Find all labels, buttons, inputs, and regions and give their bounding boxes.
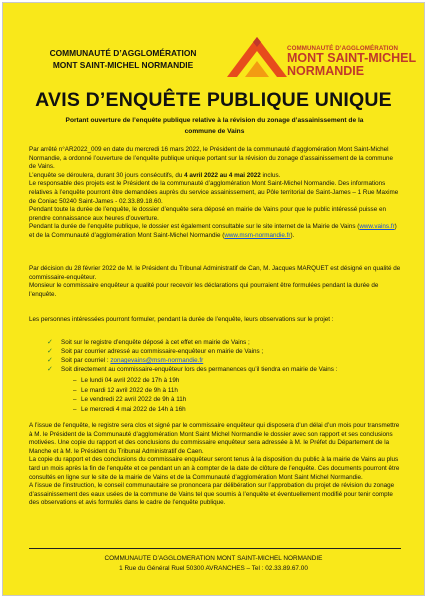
footer <box>3 554 424 574</box>
vains-website-link[interactable]: www.vains.fr <box>359 223 395 231</box>
list-item: ✓ Soit par courrier adressé au commissaire-enquêteur en mairie de Vains ; <box>47 348 264 355</box>
duration-text: L’enquête se déroulera, durant 30 jours consécutifs, du <box>29 171 185 179</box>
logo-roof-icon <box>227 33 287 83</box>
list-item: ✓ Soit par courriel : zonagevains@msm-normandie.fr <box>47 357 204 364</box>
checkmark-icon: ✓ <box>47 366 53 373</box>
responsible-text: Le responsable des projets est le Président de la communauté d’agglomération Mont Saint-Michel Normandie. Des informations relatives à l’enquête pourront être demandées auprès du service assainissement, au Pôle territorial de Saint-James – 1 Rue Maxime de Coniac 50240 Saint-James - 02.33.89.18.60. <box>29 180 399 205</box>
designation-text: Par décision du 28 février 2022 de M. le Président du Tribunal Administratif de Can, M. Jacques MARQUET est désigné en qualité de commissaire-enquêteur. <box>29 265 401 281</box>
subtitle-line2: commune de Vains <box>184 127 245 135</box>
decree-text: Par arrêté n°AR2022_009 en date du mercredi 16 mars 2022, le Président de la communauté d’agglomération Mont Saint-Michel Normandie, a ordonné l’ouverture de l’enquête publique unique portant sur la révision du zonage d’assainissement de la commune de Vains. <box>29 146 394 171</box>
permanence-item: – Le vendredi 22 avril 2022 de 9h à 11h <box>73 396 187 403</box>
footer-divider <box>29 548 401 549</box>
org-name-line2: MONT SAINT-MICHEL NORMANDIE <box>52 60 194 70</box>
duration-dates: 4 avril 2022 au 4 mai 2022 <box>184 171 261 179</box>
notice-page <box>2 2 425 596</box>
paragraph-decree <box>29 146 401 241</box>
online-text-b: ) et de la Communauté d’agglomération Mont Saint-Michel Normandie ( <box>29 223 397 239</box>
checkmark-icon: ✓ <box>47 357 53 364</box>
report-availability-text: La copie du rapport et des conclusions du commissaire enquêteur seront tenus à la disposition du public à la mairie de Vains au plus tard un mois après la fin de l’enquête et ce pendant un an à compter de la date de clôture de l’enquête. Ces documents pourront être consultés en ligne sur le site de la mairie de Vains et de la Communauté d’agglomération Mont Saint Michel Normandie. <box>29 456 400 481</box>
org-name-left <box>23 47 223 71</box>
email-link[interactable]: zonagevains@msm-normandie.fr <box>110 357 204 364</box>
msm-logo <box>227 31 417 83</box>
footer-org: COMMUNAUTE D’AGGLOMERATION MONT SAINT-MICHEL NORMANDIE <box>104 555 323 562</box>
paragraph-commissioner <box>29 265 401 299</box>
paragraph-observations-intro: Les personnes intéressées pourront formuler, pendant la durée de l’enquête, leurs observations sur le projet : <box>29 316 334 323</box>
declarations-text: Monsieur le commissaire enquêteur a qualité pour recevoir les déclarations qui pourraient être formulées pendant la durée de l’enquête. <box>29 282 379 298</box>
online-text-c: ). <box>290 231 295 239</box>
permanence-item: – Le mercredi 4 mai 2022 de 14h à 16h <box>73 405 186 413</box>
council-decision-text: A l’issue de l’instruction, le conseil communautaire se prononcera par délibération sur l’approbation du projet de révision du zonage d’assainissement des eaux usées de la commune de Vains tel que soumis à l’enquête et éventuellement modifié pour tenir compte des observations et avis formulés dans le cadre de l’enquête publique. <box>29 482 395 507</box>
list-item: ✓ Soit directement au commissaire-enquêteur lors des permanences qu’il tiendra en mairie de Vains : <box>47 366 338 373</box>
logo-name <box>287 52 416 77</box>
footer-address: 1 Rue du Général Ruel 50300 AVRANCHES – Tel : 02.33.89.67.00 <box>119 565 308 572</box>
checkmark-icon: ✓ <box>47 339 53 346</box>
file-deposit-text: Pendant toute la durée de l’enquête, le dossier d’enquête sera déposé en mairie de Vains pour que le public intéressé puisse en prendre connaissance aux heures d’ouverture. <box>29 206 386 222</box>
closure-text: A l’issue de l’enquête, le registre sera clos et signé par le commissaire enquêteur qui disposera d’un délai d’un mois pour transmettre à M. le Président de la Communauté d’agglomération Mont Saint Michel Normandie le dossier avec son rapport et ses conclusions motivées. Une copie du rapport et des conclusions du commissaire enquêteur sera adressée à M. le Préfet du Département de la Manche et à M. le Président du Tribunal Administratif de Caen. <box>29 422 400 455</box>
logo-org-label: COMMUNAUTÉ D’AGGLOMÉRATION <box>287 45 399 52</box>
paragraph-closing <box>29 422 401 508</box>
checkmark-icon: ✓ <box>47 348 53 355</box>
logo-name-line2: NORMANDIE <box>287 63 365 78</box>
notice-title: AVIS D’ENQUÊTE PUBLIQUE UNIQUE <box>35 89 392 111</box>
msm-website-link[interactable]: www.msm-normandie.fr <box>224 231 291 239</box>
logo-name-line1: MONT SAINT-MICHEL <box>287 51 417 65</box>
header <box>3 3 424 85</box>
notice-subtitle <box>43 116 386 137</box>
permanences-list <box>73 376 187 414</box>
observation-methods-list <box>47 338 391 374</box>
list-item: ✓ Soit sur le registre d’enquête déposé à cet effet en mairie de Vains ; <box>47 339 250 346</box>
permanence-item: – Le mardi 12 avril 2022 de 9h à 11h <box>73 386 178 394</box>
permanence-item: – Le lundi 04 avril 2022 de 17h à 19h <box>73 377 180 384</box>
duration-end: inclus. <box>260 171 281 179</box>
org-name-line1: COMMUNAUTÉ D’AGGLOMÉRATION <box>49 48 197 58</box>
subtitle-line1: Portant ouverture de l’enquête publique relative à la révision du zonage d’assainissement de la <box>65 117 364 124</box>
online-text-a: Pendant la durée de l’enquête publique, le dossier est également consultable sur le site internet de la Mairie de Vains ( <box>29 223 360 231</box>
